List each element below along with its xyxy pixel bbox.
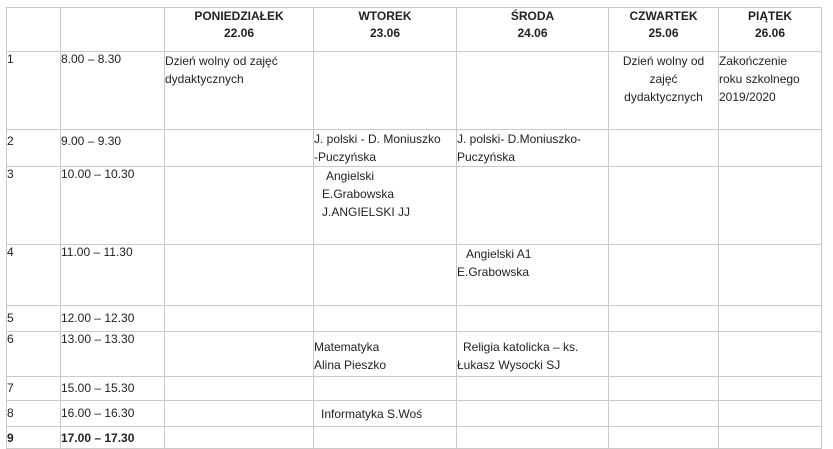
day-header-wednesday xyxy=(457,8,609,52)
cell-wednesday-9 xyxy=(457,427,609,449)
lesson-time: 12.00 – 12.30 xyxy=(61,306,165,332)
cell-wednesday-8 xyxy=(457,401,609,427)
lesson-time: 16.00 – 16.30 xyxy=(61,401,165,427)
cell-line: E.Grabowska xyxy=(322,187,395,201)
cell-wednesday-7 xyxy=(457,377,609,401)
cell-friday-8 xyxy=(719,401,822,427)
day-name: CZWARTEK xyxy=(629,9,698,23)
cell-friday-5 xyxy=(719,306,822,332)
cell-friday-1 xyxy=(719,52,822,130)
table-row xyxy=(7,332,822,377)
day-header-friday xyxy=(719,8,822,52)
cell-tuesday-7 xyxy=(314,377,457,401)
lesson-number: 8 xyxy=(7,401,61,427)
lesson-number: 3 xyxy=(7,167,61,245)
cell-line: Angielski xyxy=(326,169,375,183)
cell-monday-4 xyxy=(165,245,314,306)
table-row xyxy=(7,52,822,130)
lesson-time: 10.00 – 10.30 xyxy=(61,167,165,245)
day-header-tuesday xyxy=(314,8,457,52)
cell-wednesday-3 xyxy=(457,167,609,245)
day-header-thursday xyxy=(609,8,719,52)
lesson-number: 4 xyxy=(7,245,61,306)
lesson-number: 5 xyxy=(7,306,61,332)
cell-thursday-5 xyxy=(609,306,719,332)
cell-line: zajęć xyxy=(649,72,678,86)
cell-friday-9 xyxy=(719,427,822,449)
day-date: 22.06 xyxy=(223,26,255,40)
table-row xyxy=(7,427,822,449)
day-name: ŚRODA xyxy=(510,9,555,23)
cell-monday-6 xyxy=(165,332,314,377)
cell-wednesday-4 xyxy=(457,245,609,306)
cell-line: -Puczyńska xyxy=(314,150,377,164)
lesson-number: 2 xyxy=(7,130,61,167)
cell-line: Matematyka xyxy=(314,340,380,354)
cell-line: dydaktycznych xyxy=(624,90,703,104)
cell-tuesday-1 xyxy=(314,52,457,130)
cell-thursday-8 xyxy=(609,401,719,427)
cell-wednesday-5 xyxy=(457,306,609,332)
cell-wednesday-1 xyxy=(457,52,609,130)
day-date: 25.06 xyxy=(648,26,679,40)
cell-tuesday-2 xyxy=(314,130,457,167)
cell-monday-7 xyxy=(165,377,314,401)
cell-line: Dzień wolny od xyxy=(622,54,705,68)
cell-tuesday-3 xyxy=(314,167,457,245)
cell-monday-3 xyxy=(165,167,314,245)
lesson-number: 7 xyxy=(7,377,61,401)
cell-monday-2 xyxy=(165,130,314,167)
day-name: WTOREK xyxy=(358,9,412,23)
lesson-time: 9.00 – 9.30 xyxy=(61,130,165,167)
header-row xyxy=(7,8,822,52)
corner-cell-num xyxy=(7,8,61,52)
cell-monday-8 xyxy=(165,401,314,427)
day-header-monday xyxy=(165,8,314,52)
cell-thursday-2 xyxy=(609,130,719,167)
cell-friday-6 xyxy=(719,332,822,377)
cell-tuesday-8 xyxy=(314,401,457,427)
lesson-number: 1 xyxy=(7,52,61,130)
lesson-time: 11.00 – 11.30 xyxy=(61,245,165,306)
timetable xyxy=(6,7,822,449)
cell-line: Alina Pieszko xyxy=(314,358,387,372)
cell-friday-7 xyxy=(719,377,822,401)
lesson-number: 9 xyxy=(7,427,61,449)
day-date: 23.06 xyxy=(369,26,401,40)
cell-tuesday-6 xyxy=(314,332,457,377)
cell-tuesday-9 xyxy=(314,427,457,449)
cell-line: Łukasz Wysocki SJ xyxy=(457,358,561,372)
cell-thursday-3 xyxy=(609,167,719,245)
cell-monday-9 xyxy=(165,427,314,449)
cell-wednesday-2 xyxy=(457,130,609,167)
cell-line: roku szkolnego xyxy=(719,72,800,86)
cell-friday-2 xyxy=(719,130,822,167)
table-row xyxy=(7,245,822,306)
cell-friday-3 xyxy=(719,167,822,245)
table-row xyxy=(7,130,822,167)
lesson-number: 6 xyxy=(7,332,61,377)
table-row xyxy=(7,401,822,427)
cell-line: Informatyka S.Woś xyxy=(321,407,423,421)
cell-monday-1 xyxy=(165,52,314,130)
cell-line: dydaktycznych xyxy=(165,72,244,86)
cell-wednesday-6 xyxy=(457,332,609,377)
cell-line: Religia katolicka – ks. xyxy=(463,340,579,354)
table-row xyxy=(7,377,822,401)
cell-line: J. polski - D. Moniuszko xyxy=(314,132,441,146)
cell-thursday-7 xyxy=(609,377,719,401)
lesson-time: 8.00 – 8.30 xyxy=(61,52,165,130)
cell-thursday-9 xyxy=(609,427,719,449)
cell-line: J.ANGIELSKI JJ xyxy=(322,205,411,219)
lesson-time: 17.00 – 17.30 xyxy=(61,427,165,449)
cell-line: Zakończenie xyxy=(719,54,788,68)
table-row xyxy=(7,167,822,245)
lesson-time: 13.00 – 13.30 xyxy=(61,332,165,377)
cell-thursday-4 xyxy=(609,245,719,306)
cell-line: J. polski- D.Moniuszko- xyxy=(457,132,582,146)
day-name: PIĄTEK xyxy=(747,9,792,23)
cell-thursday-1 xyxy=(609,52,719,130)
cell-thursday-6 xyxy=(609,332,719,377)
table-row xyxy=(7,306,822,332)
cell-tuesday-4 xyxy=(314,245,457,306)
cell-monday-5 xyxy=(165,306,314,332)
day-date: 24.06 xyxy=(517,26,548,40)
day-name: PONIEDZIAŁEK xyxy=(194,9,284,23)
cell-line: E.Grabowska xyxy=(457,265,530,279)
cell-line: 2019/2020 xyxy=(719,90,776,104)
lesson-time: 15.00 – 15.30 xyxy=(61,377,165,401)
day-date: 26.06 xyxy=(754,26,786,40)
cell-friday-4 xyxy=(719,245,822,306)
cell-line: Dzień wolny od zajęć xyxy=(165,54,278,68)
cell-tuesday-5 xyxy=(314,306,457,332)
corner-cell-time xyxy=(61,8,165,52)
cell-line: Puczyńska xyxy=(457,150,516,164)
cell-line: Angielski A1 xyxy=(466,247,532,261)
